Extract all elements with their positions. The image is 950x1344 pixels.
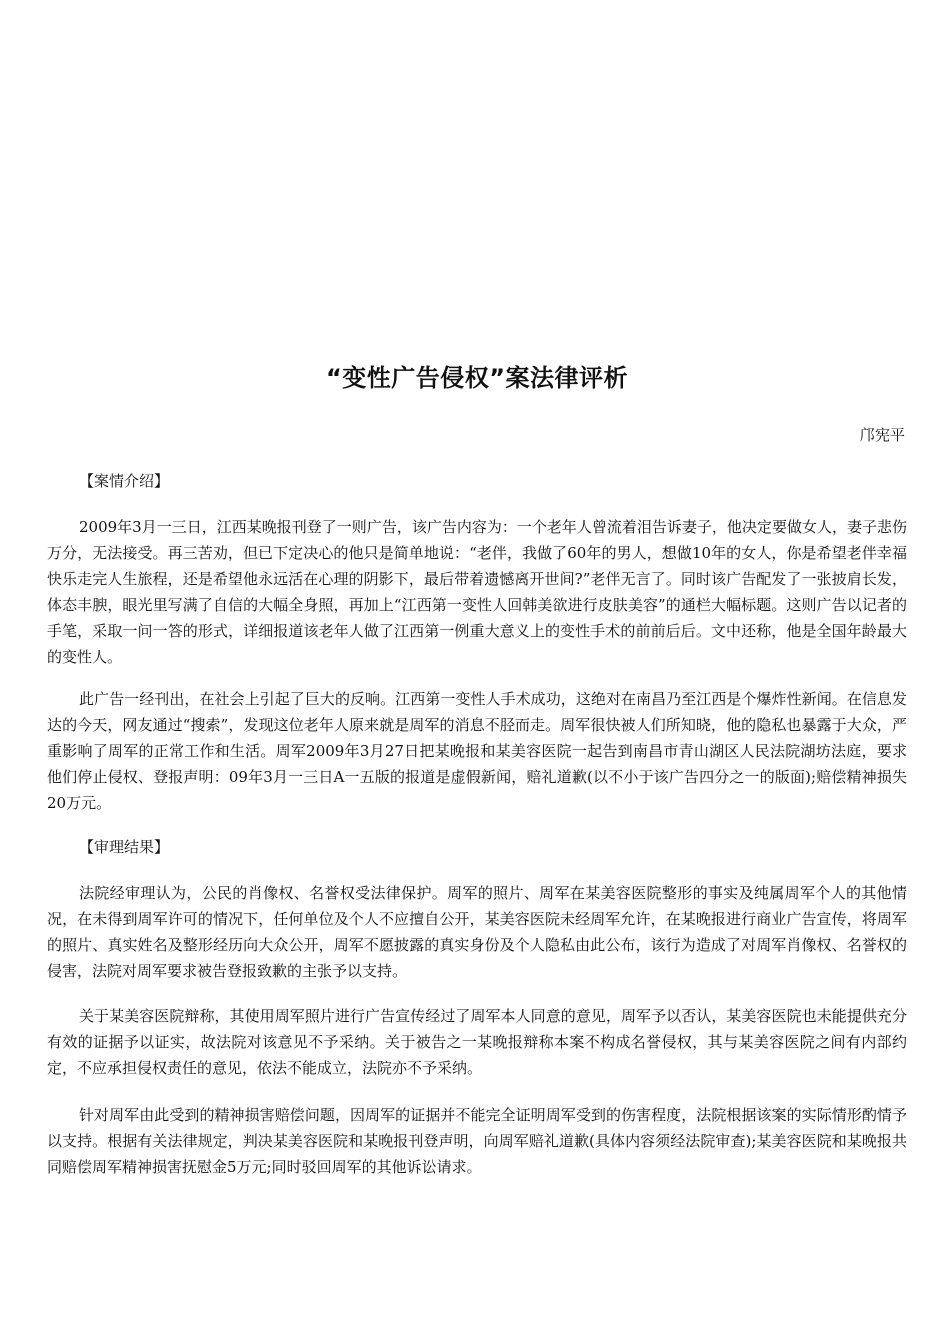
document-page [47,0,907,1344]
paragraph: 针对周军由此受到的精神损害赔偿问题，因周军的证据并不能完全证明周军受到的伤害程度，法院根据该案的实际情形酌情予以支持。根据有关法律规定，判决某美容医院和某晚报刊登声明，向周军赔礼道歉(具体内容须经法院审查);某美容医院和某晚报共同赔偿周军精神损害抚慰金5万元;同时驳回周军的其他诉讼请求。 [47,1106,907,1176]
document-title: “变性广告侵权”案法律评析 [325,364,629,392]
document-author: 邝宪平 [859,426,905,444]
section-heading-case-intro: 【案情介绍】 [79,472,170,490]
paragraph: 此广告一经刊出，在社会上引起了巨大的反响。江西第一变性人手术成功，这绝对在南昌乃至江西是个爆炸性新闻。在信息发达的今天，网友通过“搜索”，发现这位老年人原来就是周军的消息不胫而走。周军很快被人们所知晓，他的隐私也暴露于大众，严重影响了周军的正常工作和生活。周军2009年3月27日把某晚报和某美容医院一起告到南昌市青山湖区人民法院湖坊法庭，要求他们停止侵权、登报声明：09年3月一三日A一五版的报道是虚假新闻，赔礼道歉(以不小于该广告四分之一的版面);赔偿精神损失20万元。 [47,690,907,812]
paragraph: 关于某美容医院辩称，其使用周军照片进行广告宣传经过了周军本人同意的意见，周军予以否认，某美容医院也未能提供充分有效的证据予以证实，故法院对该意见不予采纳。关于被告之一某晚报辩称本案不构成名誉侵权，其与某美容医院之间有内部约定，不应承担侵权责任的意见，依法不能成立，法院亦不予采纳。 [47,1007,907,1077]
paragraph: 法院经审理认为，公民的肖像权、名誉权受法律保护。周军的照片、周军在某美容医院整形的事实及纯属周军个人的其他情况，在未得到周军许可的情况下，任何单位及个人不应擅自公开，某美容医院未经周军允许，在某晚报进行商业广告宣传，将周军的照片、真实姓名及整形经历向大众公开，周军不愿披露的真实身份及个人隐私由此公布，该行为造成了对周军肖像权、名誉权的侵害，法院对周军要求被告登报致歉的主张予以支持。 [47,884,907,980]
section-heading-trial-result: 【审理结果】 [79,838,170,856]
paragraph: 2009年3月一三日，江西某晚报刊登了一则广告，该广告内容为：一个老年人曾流着泪告诉妻子，他决定要做女人，妻子悲伤万分，无法接受。再三苦劝，但已下定决心的他只是简单地说：“老伴，我做了60年的男人，想做10年的女人，你是希望老伴幸福快乐走完人生旅程，还是希望他永远活在心理的阴影下，最后带着遗憾离开世间?”老伴无言了。同时该广告配发了一张披肩长发，体态丰腴，眼光里写满了自信的大幅全身照，再加上“江西第一变性人回韩美欲进行皮肤美容”的通栏大幅标题。这则广告以记者的手笔，采取一问一答的形式，详细报道该老年人做了江西第一例重大意义上的变性手术的前前后后。文中还称，他是全国年龄最大的变性人。 [47,518,907,666]
